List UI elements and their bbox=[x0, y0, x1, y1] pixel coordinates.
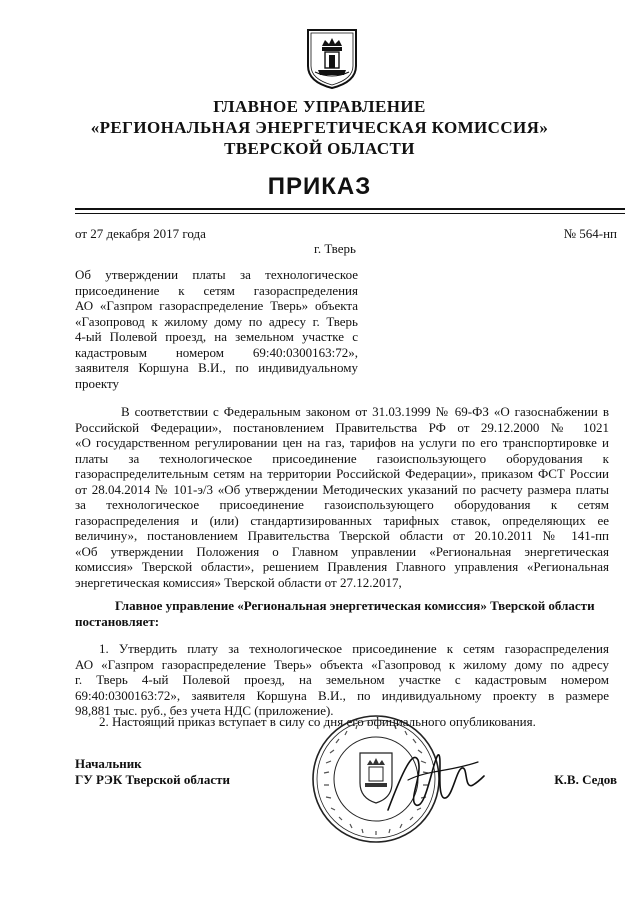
item1-line: 69:40:0300163:72», заявителя Коршуна В.И., по индивидуальному проекту в размере bbox=[75, 687, 609, 703]
preamble-line: «Об утверждении Положения о Главном управлении «Региональная энергетическая bbox=[75, 543, 609, 559]
document-title: ПРИКАЗ bbox=[267, 173, 372, 200]
subject-line: «Газопровод к жилому дому по адресу г. Тверь bbox=[75, 313, 358, 329]
item1-line: 1. Утвердить плату за технологическое присоединение к сетям газораспределения bbox=[99, 641, 609, 656]
preamble-paragraph bbox=[75, 404, 609, 590]
item1-line: 98,881 тыс. руб., без учета НДС (приложение). bbox=[75, 703, 334, 718]
preamble-line: Российской Федерации», постановлением Правительства РФ от 29.12.2000 № 1021 bbox=[75, 419, 609, 435]
signatory-position-line1: Начальник bbox=[75, 756, 142, 771]
header-divider-thin bbox=[75, 213, 625, 214]
preamble-line: «О государственном регулировании цен на газ, тарифов на услуги по его транспортировке и bbox=[75, 435, 609, 450]
tver-coat-of-arms-emblem bbox=[305, 26, 359, 90]
subject-line: 4-ый Полевой проезд, на земельном участке с bbox=[75, 329, 358, 344]
preamble-line: от 28.04.2014 № 101-э/3 «Об утверждении Методических указаний по расчету размера платы bbox=[75, 481, 609, 497]
order-date: от 27 декабря 2017 года bbox=[75, 226, 206, 241]
subject-line: Об утверждении платы за технологическое bbox=[75, 267, 358, 282]
order-subject bbox=[75, 267, 358, 391]
order-item-2: 2. Настоящий приказ вступает в силу со дня его официального опубликования. bbox=[99, 714, 536, 729]
item1-line: АО «Газпром газораспределение Тверь» объекта «Газопровод к жилому дому по адресу bbox=[75, 656, 609, 672]
subject-line: АО «Газпром газораспределение Тверь» объекта bbox=[75, 298, 358, 313]
subject-line: заявителя Коршуна В.И., по индивидуальному bbox=[75, 360, 358, 375]
preamble-line: за технологическое присоединение газоиспользующего оборудования к сетям bbox=[75, 497, 609, 512]
order-item-1 bbox=[75, 641, 609, 719]
handwritten-signature bbox=[378, 740, 488, 820]
resolution-line: постановляет: bbox=[75, 613, 160, 629]
resolution-line: Главное управление «Региональная энергетическая комиссия» Тверской области bbox=[115, 598, 595, 613]
preamble-line: В соответствии с Федеральным законом от 31.03.1999 № 69-ФЗ «О газоснабжении в bbox=[121, 404, 609, 419]
subject-line: присоединение к сетям газораспределения bbox=[75, 282, 358, 298]
signatory-name: К.В. Седов bbox=[554, 772, 617, 787]
item1-line: г. Тверь 4-ый Полевой проезд, на земельном участке с кадастровым номером bbox=[75, 672, 609, 687]
order-city: г. Тверь bbox=[314, 241, 356, 256]
preamble-line: газораспределения и (или) стандартизированных тарифных ставок, определяющих ее bbox=[75, 512, 609, 528]
authority-name-line2: «РЕГИОНАЛЬНАЯ ЭНЕРГЕТИЧЕСКАЯ КОМИССИЯ» bbox=[90, 118, 549, 137]
header-divider bbox=[75, 208, 625, 210]
authority-name-line3: ТВЕРСКОЙ ОБЛАСТИ bbox=[224, 139, 415, 158]
preamble-line: энергетическая комиссия» Тверской области от 27.12.2017, bbox=[75, 574, 402, 590]
preamble-line: комиссия» Тверской области», решением Правления Главного управления «Региональная bbox=[75, 559, 609, 574]
subject-line: кадастровым номером 69:40:0300163:72», bbox=[75, 344, 358, 360]
preamble-line: величину», постановлением Правительства Тверской области от 20.10.2011 № 141-пп bbox=[75, 528, 609, 543]
resolution-statement bbox=[75, 598, 609, 629]
order-number: № 564-нп bbox=[563, 226, 617, 241]
signatory-position-line2: ГУ РЭК Тверской области bbox=[75, 772, 230, 787]
authority-name-line1: ГЛАВНОЕ УПРАВЛЕНИЕ bbox=[213, 97, 426, 116]
subject-line: проекту bbox=[75, 375, 120, 391]
preamble-line: газораспределительным сетям на территории Российской Федерации», приказом ФСТ России bbox=[75, 466, 609, 481]
preamble-line: платы за технологическое присоединение газоиспользующего оборудования к bbox=[75, 450, 609, 466]
